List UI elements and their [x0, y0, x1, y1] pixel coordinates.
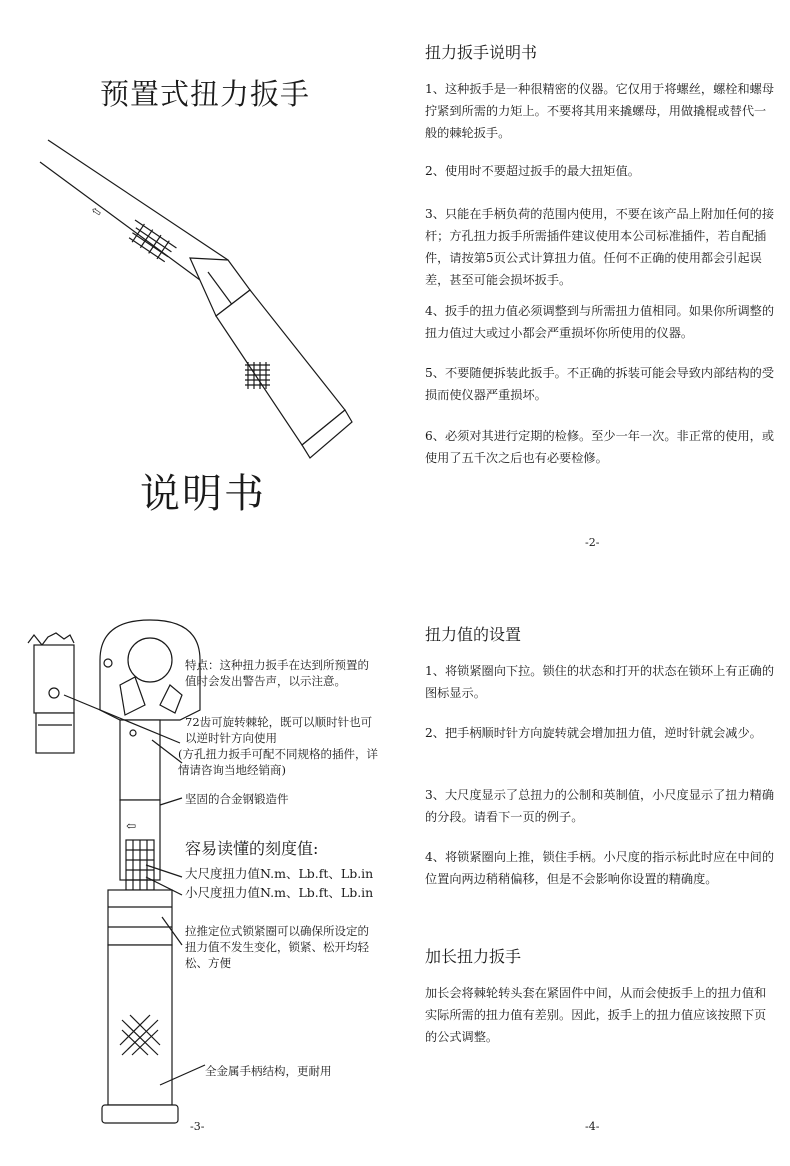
ratchet-note: (方孔扭力扳手可配不同规格的插件，详情请咨询当地经销商): [178, 747, 378, 777]
page4-item-4: 4、将锁紧圈向上推，锁住手柄。小尺度的指示标此时应在中间的位置向两边稍稍偏移，但是不会影响你设置的精确度。: [425, 850, 775, 886]
page2-item-6: 6、必须对其进行定期的检修。至少一年一次。非正常的使用，或使用了五千次之后也有必要检修。: [425, 429, 775, 465]
page4-heading-extension: 加长扭力扳手: [425, 947, 522, 966]
svg-text:⇦: ⇦: [126, 819, 137, 833]
wrench-illustration-diagonal: [40, 140, 400, 500]
page2-number: -2-: [585, 536, 600, 549]
page2-item-4: 4、扳手的扭力值必须调整到与所需扭力值相同。如果你所调整的扭力值过大或过小都会严重损坏你所使用的仪器。: [425, 304, 775, 340]
page2-item-5: 5、不要随便拆装此扳手。不正确的拆装可能会导致内部结构的受损而使仪器严重损坏。: [425, 366, 775, 402]
page4-item-2: 2、把手柄顺时针方向旋转就会增加扭力值，逆时针就会减少。: [425, 726, 762, 740]
page4-extension-text: 加长会将棘轮转头套在紧固件中间，从而会使扳手上的扭力值和实际所需的扭力值有差别。因此，扳手上的扭力值应该按照下页的公式调整。: [425, 986, 767, 1044]
ratchet-label: 72齿可旋转棘轮，既可以顺时针也可以逆时针方向使用: [185, 715, 373, 745]
cover-subtitle: 说明书: [140, 471, 266, 517]
page4-heading-setting: 扭力值的设置: [425, 625, 522, 644]
handle-label: 全金属手柄结构，更耐用: [205, 1064, 332, 1078]
page3-number: -3-: [190, 1120, 205, 1133]
page2-item-1: 1、这种扳手是一种很精密的仪器。它仅用于将螺丝，螺栓和螺母拧紧到所需的力矩上。不要将其用来撬螺母，用做撬棍或替代一般的棘轮扳手。: [425, 82, 775, 140]
page2-item-3: 3、只能在手柄负荷的范围内使用，不要在该产品上附加任何的接杆；方孔扭力扳手所需插件建议使用本公司标准插件，若自配插件，请按第5页公式计算扭力值。任何不正确的使用都会引起误差，甚至可能会损坏扳手。: [425, 207, 775, 287]
scale-major-label: 大尺度扭力值N.m、Lb.ft、Lb.in: [185, 866, 374, 881]
scale-minor-label: 小尺度扭力值N.m、Lb.ft、Lb.in: [185, 885, 374, 900]
scale-heading: 容易读懂的刻度值:: [185, 839, 319, 858]
cover-title: 预置式扭力扳手: [100, 77, 311, 111]
svg-text:⇦: ⇦: [88, 202, 105, 221]
head-side-view: [28, 633, 74, 753]
feature-label: 特点：这种扭力扳手在达到所预置的值时会发出警告声，以示注意。: [185, 658, 369, 688]
page4-item-1: 1、将锁紧圈向下拉。锁住的状态和打开的状态在锁环上有正确的图标显示。: [425, 664, 775, 700]
steel-label: 坚固的合金钢锻造件: [185, 792, 289, 806]
page2-item-2: 2、使用时不要超过扳手的最大扭矩值。: [425, 164, 640, 178]
page2-heading: 扭力扳手说明书: [425, 43, 538, 62]
page4-item-3: 3、大尺度显示了总扭力的公制和英制值，小尺度显示了扭力精确的分段。请看下一页的例子。: [425, 788, 775, 824]
lock-label: 拉推定位式锁紧圈可以确保所设定的扭力值不发生变化，锁紧、松开均轻松、方便: [185, 924, 369, 970]
page4-number: -4-: [585, 1120, 600, 1133]
